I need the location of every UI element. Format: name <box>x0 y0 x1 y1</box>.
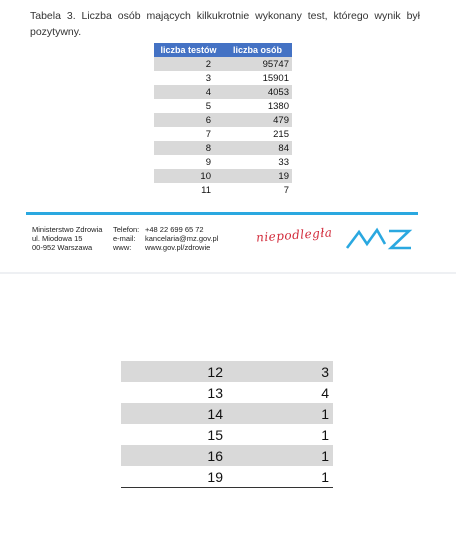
footer-contact <box>113 225 218 252</box>
table-row <box>121 403 333 424</box>
cell-tests: 9 <box>205 156 211 168</box>
cell-people: 7 <box>283 184 289 196</box>
mz-logo-icon <box>345 226 415 252</box>
cell-tests: 12 <box>121 361 223 382</box>
cell-tests: 4 <box>154 85 223 99</box>
contact-phone <box>113 225 218 234</box>
table-row <box>154 141 292 155</box>
cell-tests: 7 <box>205 128 211 140</box>
table-row <box>121 361 333 382</box>
cell-people: 1380 <box>267 100 289 112</box>
cell-people: 3 <box>223 361 333 382</box>
cell-tests: 16 <box>121 445 223 466</box>
cell-people: 15901 <box>262 72 289 84</box>
header-people: liczba osób <box>223 43 292 57</box>
table-row <box>154 155 292 169</box>
org-city: 00-952 Warszawa <box>32 243 93 252</box>
table-row <box>154 57 292 71</box>
table-row <box>121 382 333 403</box>
cell-tests: 13 <box>207 384 223 401</box>
www-label: www: <box>113 243 132 252</box>
contact-www <box>113 243 218 252</box>
cell-people: 479 <box>223 113 292 127</box>
cell-people: 84 <box>223 141 292 155</box>
table-row <box>154 85 292 99</box>
table-row <box>154 127 292 141</box>
cell-tests: 14 <box>121 403 223 424</box>
cell-people: 1 <box>223 445 333 466</box>
cell-people: 95747 <box>223 57 292 71</box>
www-value[interactable]: www.gov.pl/zdrowie <box>145 243 211 252</box>
cell-tests: 5 <box>205 100 211 112</box>
test-count-table-continued <box>121 361 333 488</box>
table-row <box>154 113 292 127</box>
cell-people: 1 <box>321 426 329 443</box>
email-value[interactable]: kancelaria@mz.gov.pl <box>145 234 219 243</box>
page-separator <box>0 272 456 274</box>
org-street: ul. Miodowa 15 <box>32 234 83 243</box>
phone-label: Telefon: <box>113 225 140 234</box>
cell-tests: 11 <box>201 184 211 196</box>
cell-tests: 15 <box>207 426 223 443</box>
cell-tests: 6 <box>154 113 223 127</box>
cell-people: 33 <box>278 156 289 168</box>
cell-tests: 8 <box>154 141 223 155</box>
cell-tests: 19 <box>121 466 223 488</box>
phone-value: +48 22 699 65 72 <box>145 225 204 234</box>
cell-people: 215 <box>273 128 289 140</box>
cell-people: 4 <box>321 384 329 401</box>
table-row <box>154 183 292 197</box>
footer-divider <box>26 212 418 215</box>
niepodlegla-signature: niepodległa <box>255 225 333 245</box>
contact-email <box>113 234 218 243</box>
cell-tests: 10 <box>154 169 223 183</box>
table-row <box>121 466 333 488</box>
footer-address <box>32 225 102 252</box>
cell-tests: 3 <box>205 72 211 84</box>
cell-people: 1 <box>223 403 333 424</box>
cell-people: 19 <box>223 169 292 183</box>
table-row <box>154 99 292 113</box>
table-row <box>154 71 292 85</box>
header-tests: liczba testów <box>154 43 223 57</box>
test-count-table <box>154 43 292 197</box>
cell-people: 1 <box>223 466 333 488</box>
cell-tests: 2 <box>154 57 223 71</box>
org-name: Ministerstwo Zdrowia <box>32 225 103 234</box>
table-row <box>121 445 333 466</box>
table-row <box>121 424 333 445</box>
cell-people: 4053 <box>223 85 292 99</box>
table-row <box>154 169 292 183</box>
email-label: e-mail: <box>113 234 136 243</box>
table-header-row <box>154 43 292 57</box>
table-caption: Tabela 3. Liczba osób mających kilkukrotnie wykonany test, którego wynik był pozytywny. <box>30 10 420 38</box>
